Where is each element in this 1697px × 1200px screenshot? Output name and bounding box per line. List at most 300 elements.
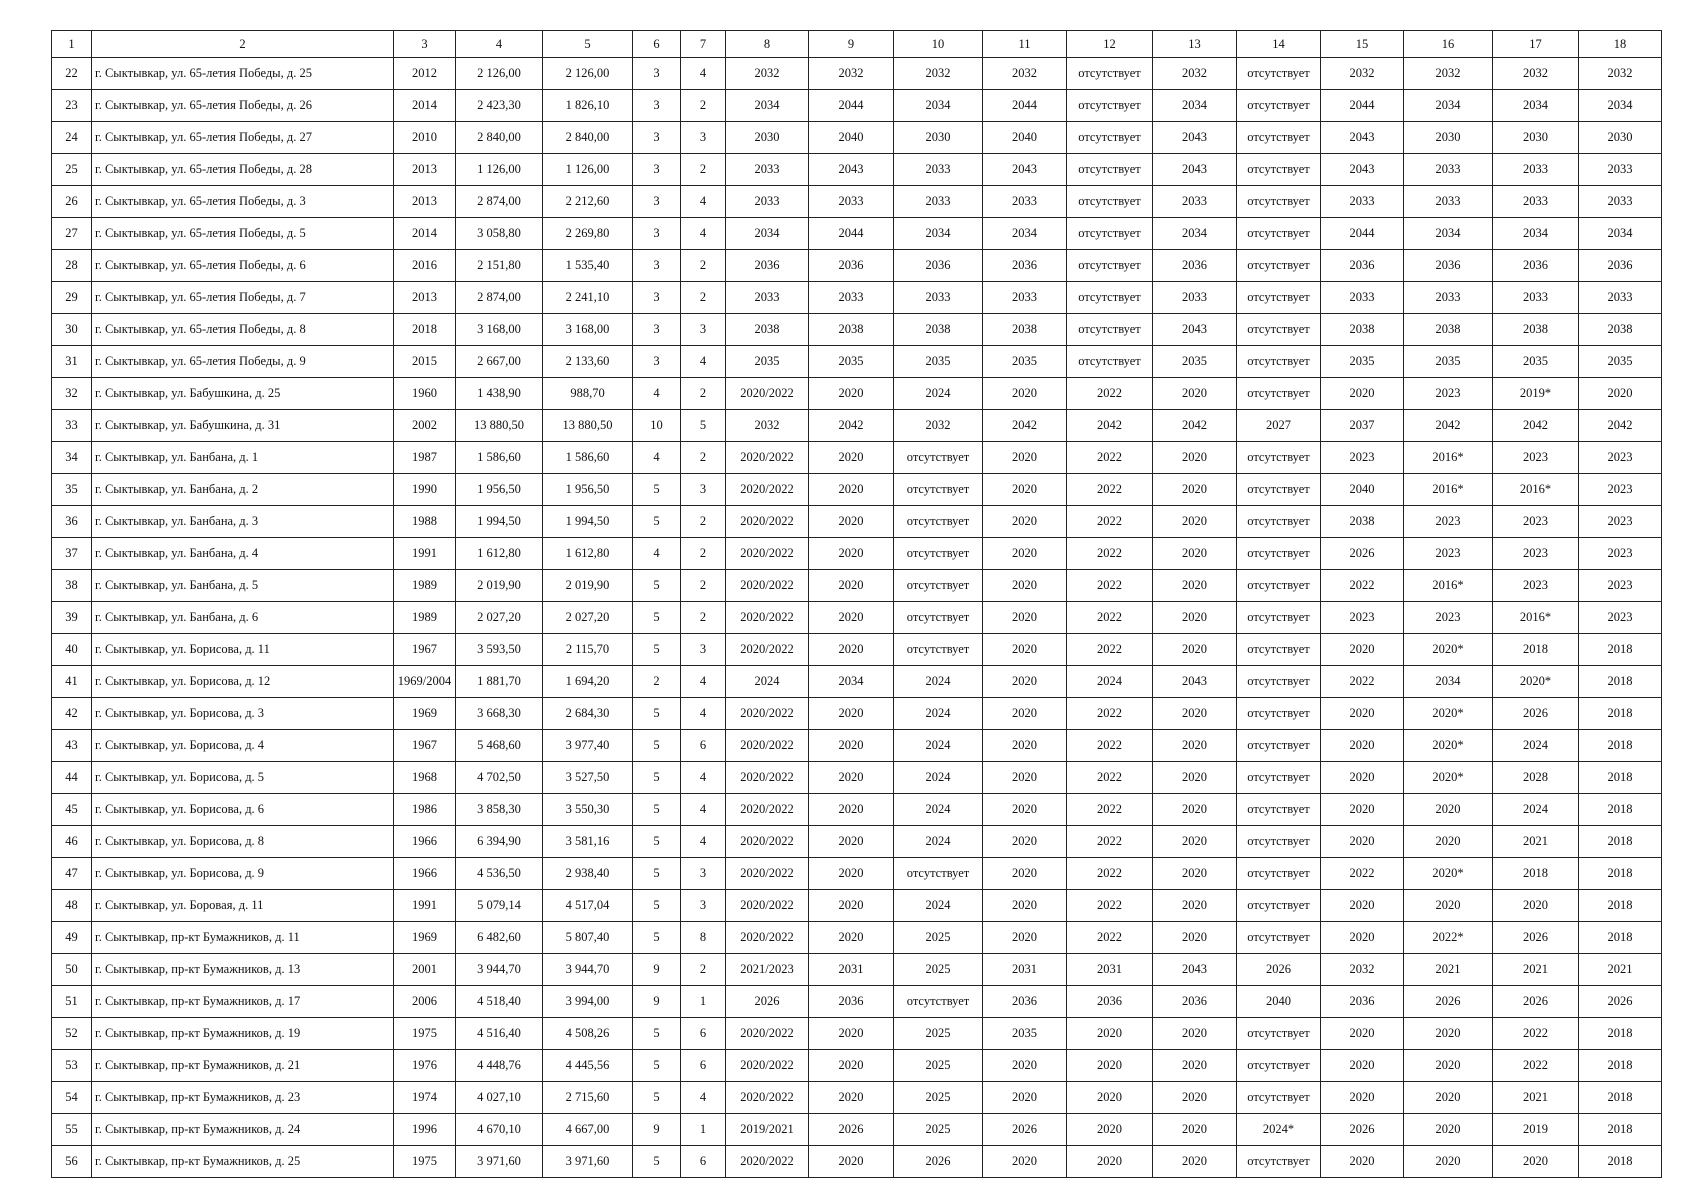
table-cell-col-6: 3 — [633, 282, 681, 314]
table-cell-col-9: 2020 — [809, 826, 894, 858]
table-cell-col-7: 5 — [681, 410, 726, 442]
table-cell-col-15: 2020 — [1321, 730, 1404, 762]
table-cell-col-10: отсутствует — [894, 858, 983, 890]
table-cell-col-15: 2022 — [1321, 858, 1404, 890]
table-cell-col-17: 2021 — [1493, 954, 1579, 986]
table-cell-col-5: 2 019,90 — [543, 570, 633, 602]
table-cell-col-17: 2033 — [1493, 282, 1579, 314]
table-cell-col-18: 2034 — [1579, 90, 1662, 122]
table-cell-col-2: г. Сыктывкар, ул. Банбана, д. 5 — [92, 570, 394, 602]
table-cell-col-7: 8 — [681, 922, 726, 954]
table-cell-col-10: отсутствует — [894, 986, 983, 1018]
table-cell-col-5: 2 715,60 — [543, 1082, 633, 1114]
table-cell-col-4: 2 151,80 — [456, 250, 543, 282]
table-cell-col-16: 2032 — [1404, 58, 1493, 90]
table-cell-col-6: 3 — [633, 314, 681, 346]
table-cell-col-3: 2018 — [394, 314, 456, 346]
table-cell-col-8: 2020/2022 — [726, 634, 809, 666]
table-cell-col-18: 2034 — [1579, 218, 1662, 250]
table-cell-col-3: 1996 — [394, 1114, 456, 1146]
table-cell-col-10: отсутствует — [894, 506, 983, 538]
table-cell-col-3: 1967 — [394, 634, 456, 666]
table-cell-col-8: 2036 — [726, 250, 809, 282]
table-cell-col-8: 2020/2022 — [726, 1082, 809, 1114]
table-cell-col-14: отсутствует — [1237, 858, 1321, 890]
table-cell-col-1: 50 — [52, 954, 92, 986]
table-cell-col-9: 2020 — [809, 634, 894, 666]
table-row — [52, 186, 1662, 218]
table-cell-col-16: 2020* — [1404, 858, 1493, 890]
table-cell-col-1: 44 — [52, 762, 92, 794]
table-cell-col-4: 13 880,50 — [456, 410, 543, 442]
table-cell-col-9: 2033 — [809, 282, 894, 314]
table-cell-col-15: 2033 — [1321, 186, 1404, 218]
table-cell-col-18: 2023 — [1579, 602, 1662, 634]
table-cell-col-5: 1 586,60 — [543, 442, 633, 474]
table-cell-col-1: 55 — [52, 1114, 92, 1146]
table-cell-col-6: 9 — [633, 1114, 681, 1146]
housing-schedule-table — [51, 30, 1662, 1178]
table-cell-col-14: отсутствует — [1237, 1146, 1321, 1178]
table-cell-col-15: 2020 — [1321, 1146, 1404, 1178]
table-cell-col-3: 2001 — [394, 954, 456, 986]
table-cell-col-18: 2032 — [1579, 58, 1662, 90]
table-cell-col-4: 3 593,50 — [456, 634, 543, 666]
table-cell-col-5: 988,70 — [543, 378, 633, 410]
table-cell-col-9: 2038 — [809, 314, 894, 346]
table-cell-col-3: 3 — [394, 31, 456, 58]
table-cell-col-16: 2020 — [1404, 1146, 1493, 1178]
table-cell-col-2: г. Сыктывкар, пр-кт Бумажников, д. 23 — [92, 1082, 394, 1114]
table-cell-col-15: 2035 — [1321, 346, 1404, 378]
table-cell-col-12: отсутствует — [1067, 186, 1153, 218]
table-cell-col-16: 2023 — [1404, 378, 1493, 410]
table-cell-col-12: отсутствует — [1067, 58, 1153, 90]
table-cell-col-11: 2020 — [983, 1146, 1067, 1178]
table-cell-col-6: 3 — [633, 58, 681, 90]
table-cell-col-11: 2020 — [983, 602, 1067, 634]
table-cell-col-16: 2020 — [1404, 1050, 1493, 1082]
table-cell-col-13: 2020 — [1153, 378, 1237, 410]
table-cell-col-13: 2020 — [1153, 762, 1237, 794]
table-cell-col-6: 5 — [633, 890, 681, 922]
table-cell-col-6: 3 — [633, 250, 681, 282]
table-cell-col-18: 2018 — [1579, 1146, 1662, 1178]
table-cell-col-7: 4 — [681, 794, 726, 826]
table-cell-col-11: 2020 — [983, 442, 1067, 474]
table-cell-col-13: 2043 — [1153, 154, 1237, 186]
table-cell-col-8: 2032 — [726, 410, 809, 442]
table-cell-col-3: 2014 — [394, 218, 456, 250]
table-cell-col-5: 4 667,00 — [543, 1114, 633, 1146]
table-cell-col-18: 2018 — [1579, 794, 1662, 826]
table-cell-col-10: 2030 — [894, 122, 983, 154]
table-cell-col-11: 2038 — [983, 314, 1067, 346]
table-cell-col-14: отсутствует — [1237, 122, 1321, 154]
table-cell-col-3: 1969/2004 — [394, 666, 456, 698]
table-cell-col-12: отсутствует — [1067, 154, 1153, 186]
table-cell-col-10: 2024 — [894, 826, 983, 858]
table-cell-col-10: 2033 — [894, 282, 983, 314]
table-cell-col-2: г. Сыктывкар, ул. Банбана, д. 6 — [92, 602, 394, 634]
table-cell-col-9: 2020 — [809, 858, 894, 890]
table-cell-col-18: 2023 — [1579, 474, 1662, 506]
table-cell-col-16: 2020 — [1404, 794, 1493, 826]
table-cell-col-10: 2024 — [894, 666, 983, 698]
table-cell-col-7: 6 — [681, 1018, 726, 1050]
table-row — [52, 890, 1662, 922]
table-cell-col-11: 2020 — [983, 1050, 1067, 1082]
table-cell-col-15: 2023 — [1321, 442, 1404, 474]
table-cell-col-10: отсутствует — [894, 634, 983, 666]
table-cell-col-6: 5 — [633, 634, 681, 666]
table-cell-col-5: 1 994,50 — [543, 506, 633, 538]
table-cell-col-12: 2020 — [1067, 1114, 1153, 1146]
table-cell-col-8: 2034 — [726, 90, 809, 122]
table-cell-col-18: 2018 — [1579, 1114, 1662, 1146]
table-cell-col-12: 2022 — [1067, 634, 1153, 666]
table-cell-col-12: отсутствует — [1067, 90, 1153, 122]
table-cell-col-3: 2006 — [394, 986, 456, 1018]
table-cell-col-9: 2031 — [809, 954, 894, 986]
table-cell-col-15: 2032 — [1321, 58, 1404, 90]
table-cell-col-18: 2021 — [1579, 954, 1662, 986]
table-cell-col-7: 6 — [681, 730, 726, 762]
table-row — [52, 538, 1662, 570]
table-cell-col-2: г. Сыктывкар, ул. 65-летия Победы, д. 28 — [92, 154, 394, 186]
table-cell-col-5: 3 168,00 — [543, 314, 633, 346]
table-cell-col-9: 2020 — [809, 890, 894, 922]
table-row — [52, 442, 1662, 474]
table-cell-col-17: 2023 — [1493, 442, 1579, 474]
table-cell-col-13: 2043 — [1153, 954, 1237, 986]
table-cell-col-3: 2013 — [394, 154, 456, 186]
table-cell-col-14: отсутствует — [1237, 794, 1321, 826]
table-cell-col-8: 2030 — [726, 122, 809, 154]
table-cell-col-1: 33 — [52, 410, 92, 442]
table-cell-col-9: 2042 — [809, 410, 894, 442]
table-cell-col-14: отсутствует — [1237, 346, 1321, 378]
table-cell-col-7: 4 — [681, 826, 726, 858]
table-cell-col-9: 2020 — [809, 730, 894, 762]
table-cell-col-4: 4 702,50 — [456, 762, 543, 794]
table-cell-col-7: 6 — [681, 1146, 726, 1178]
table-cell-col-12: 2031 — [1067, 954, 1153, 986]
table-cell-col-7: 4 — [681, 218, 726, 250]
table-cell-col-13: 2020 — [1153, 570, 1237, 602]
table-cell-col-14: 2027 — [1237, 410, 1321, 442]
table-cell-col-2: г. Сыктывкар, пр-кт Бумажников, д. 24 — [92, 1114, 394, 1146]
table-cell-col-11: 2020 — [983, 730, 1067, 762]
table-cell-col-17: 2022 — [1493, 1050, 1579, 1082]
table-cell-col-10: 2036 — [894, 250, 983, 282]
table-cell-col-11: 2020 — [983, 538, 1067, 570]
table-cell-col-13: 2033 — [1153, 282, 1237, 314]
table-cell-col-5: 1 612,80 — [543, 538, 633, 570]
table-cell-col-8: 2033 — [726, 186, 809, 218]
table-cell-col-12: отсутствует — [1067, 218, 1153, 250]
table-cell-col-4: 4 027,10 — [456, 1082, 543, 1114]
table-cell-col-16: 2042 — [1404, 410, 1493, 442]
table-cell-col-7: 4 — [681, 1082, 726, 1114]
table-cell-col-11: 2033 — [983, 282, 1067, 314]
table-cell-col-14: отсутствует — [1237, 442, 1321, 474]
table-cell-col-16: 2035 — [1404, 346, 1493, 378]
table-cell-col-9: 2044 — [809, 218, 894, 250]
table-cell-col-10: 2032 — [894, 58, 983, 90]
table-cell-col-4: 3 971,60 — [456, 1146, 543, 1178]
table-cell-col-14: отсутствует — [1237, 634, 1321, 666]
table-cell-col-18: 2033 — [1579, 186, 1662, 218]
table-cell-col-6: 10 — [633, 410, 681, 442]
table-cell-col-4: 2 423,30 — [456, 90, 543, 122]
table-cell-col-13: 2020 — [1153, 826, 1237, 858]
table-cell-col-9: 2020 — [809, 1082, 894, 1114]
table-cell-col-13: 2020 — [1153, 1146, 1237, 1178]
table-cell-col-6: 3 — [633, 218, 681, 250]
table-cell-col-5: 3 944,70 — [543, 954, 633, 986]
table-cell-col-11: 2044 — [983, 90, 1067, 122]
table-cell-col-8: 2020/2022 — [726, 762, 809, 794]
table-cell-col-13: 2020 — [1153, 506, 1237, 538]
table-cell-col-4: 6 482,60 — [456, 922, 543, 954]
table-cell-col-11: 2043 — [983, 154, 1067, 186]
table-cell-col-10: 2035 — [894, 346, 983, 378]
table-cell-col-6: 3 — [633, 122, 681, 154]
table-cell-col-17: 2034 — [1493, 90, 1579, 122]
table-cell-col-15: 2032 — [1321, 954, 1404, 986]
table-cell-col-10: 2026 — [894, 1146, 983, 1178]
table-cell-col-7: 2 — [681, 154, 726, 186]
table-cell-col-10: 2025 — [894, 1082, 983, 1114]
table-cell-col-2: г. Сыктывкар, ул. Бабушкина, д. 31 — [92, 410, 394, 442]
table-cell-col-4: 1 994,50 — [456, 506, 543, 538]
table-cell-col-5: 1 126,00 — [543, 154, 633, 186]
table-cell-col-3: 1975 — [394, 1146, 456, 1178]
table-cell-col-2: г. Сыктывкар, ул. 65-летия Победы, д. 7 — [92, 282, 394, 314]
table-cell-col-11: 2032 — [983, 58, 1067, 90]
table-cell-col-2: г. Сыктывкар, ул. 65-летия Победы, д. 27 — [92, 122, 394, 154]
table-cell-col-3: 2012 — [394, 58, 456, 90]
table-cell-col-18: 2018 — [1579, 890, 1662, 922]
table-cell-col-14: отсутствует — [1237, 58, 1321, 90]
table-cell-col-15: 2020 — [1321, 1050, 1404, 1082]
table-cell-col-10: 2032 — [894, 410, 983, 442]
table-cell-col-2: г. Сыктывкар, ул. Боровая, д. 11 — [92, 890, 394, 922]
table-cell-col-15: 2038 — [1321, 314, 1404, 346]
table-cell-col-9: 2020 — [809, 442, 894, 474]
table-cell-col-10: 2033 — [894, 154, 983, 186]
table-cell-col-8: 2020/2022 — [726, 890, 809, 922]
table-cell-col-16: 2021 — [1404, 954, 1493, 986]
table-cell-col-9: 2034 — [809, 666, 894, 698]
table-row — [52, 218, 1662, 250]
table-row — [52, 1082, 1662, 1114]
table-cell-col-2: г. Сыктывкар, ул. 65-летия Победы, д. 6 — [92, 250, 394, 282]
table-cell-col-3: 2015 — [394, 346, 456, 378]
table-cell-col-4: 4 670,10 — [456, 1114, 543, 1146]
table-cell-col-13: 2043 — [1153, 122, 1237, 154]
table-cell-col-13: 2032 — [1153, 58, 1237, 90]
table-cell-col-17: 2023 — [1493, 538, 1579, 570]
table-cell-col-4: 1 586,60 — [456, 442, 543, 474]
table-cell-col-17: 2033 — [1493, 186, 1579, 218]
table-cell-col-6: 4 — [633, 538, 681, 570]
table-cell-col-7: 4 — [681, 186, 726, 218]
table-cell-col-7: 3 — [681, 122, 726, 154]
table-cell-col-1: 34 — [52, 442, 92, 474]
table-cell-col-18: 2018 — [1579, 634, 1662, 666]
table-cell-col-5: 3 550,30 — [543, 794, 633, 826]
table-cell-col-1: 22 — [52, 58, 92, 90]
table-cell-col-17: 2020 — [1493, 1146, 1579, 1178]
table-cell-col-1: 48 — [52, 890, 92, 922]
table-cell-col-7: 3 — [681, 858, 726, 890]
table-row — [52, 986, 1662, 1018]
table-cell-col-13: 2020 — [1153, 442, 1237, 474]
table-cell-col-17: 2021 — [1493, 826, 1579, 858]
table-cell-col-17: 2024 — [1493, 794, 1579, 826]
table-cell-col-17: 2033 — [1493, 154, 1579, 186]
table-cell-col-8: 2026 — [726, 986, 809, 1018]
table-cell-col-6: 5 — [633, 1018, 681, 1050]
table-cell-col-5: 1 694,20 — [543, 666, 633, 698]
table-cell-col-17: 2018 — [1493, 858, 1579, 890]
table-cell-col-4: 4 536,50 — [456, 858, 543, 890]
table-cell-col-18: 2018 — [1579, 698, 1662, 730]
table-cell-col-16: 2016* — [1404, 570, 1493, 602]
table-cell-col-1: 56 — [52, 1146, 92, 1178]
table-cell-col-1: 39 — [52, 602, 92, 634]
table-cell-col-18: 2023 — [1579, 538, 1662, 570]
table-cell-col-7: 7 — [681, 31, 726, 58]
table-cell-col-3: 1968 — [394, 762, 456, 794]
table-cell-col-14: отсутствует — [1237, 154, 1321, 186]
table-cell-col-16: 2034 — [1404, 666, 1493, 698]
table-cell-col-17: 2026 — [1493, 922, 1579, 954]
table-cell-col-11: 2020 — [983, 570, 1067, 602]
table-cell-col-2: г. Сыктывкар, ул. Борисова, д. 9 — [92, 858, 394, 890]
table-cell-col-4: 1 881,70 — [456, 666, 543, 698]
table-row — [52, 570, 1662, 602]
table-cell-col-14: отсутствует — [1237, 378, 1321, 410]
table-cell-col-6: 5 — [633, 730, 681, 762]
table-cell-col-9: 2020 — [809, 762, 894, 794]
table-cell-col-1: 49 — [52, 922, 92, 954]
table-cell-col-17: 17 — [1493, 31, 1579, 58]
table-cell-col-15: 2020 — [1321, 922, 1404, 954]
table-cell-col-16: 2016* — [1404, 474, 1493, 506]
table-cell-col-9: 2044 — [809, 90, 894, 122]
table-cell-col-8: 2020/2022 — [726, 698, 809, 730]
table-cell-col-3: 1986 — [394, 794, 456, 826]
table-cell-col-17: 2026 — [1493, 698, 1579, 730]
table-cell-col-5: 3 977,40 — [543, 730, 633, 762]
table-cell-col-11: 2026 — [983, 1114, 1067, 1146]
table-cell-col-18: 2018 — [1579, 666, 1662, 698]
table-cell-col-15: 2026 — [1321, 1114, 1404, 1146]
table-cell-col-7: 6 — [681, 1050, 726, 1082]
table-cell-col-8: 2033 — [726, 282, 809, 314]
table-cell-col-11: 2033 — [983, 186, 1067, 218]
table-cell-col-12: отсутствует — [1067, 282, 1153, 314]
table-cell-col-7: 2 — [681, 378, 726, 410]
table-cell-col-4: 5 468,60 — [456, 730, 543, 762]
table-cell-col-2: г. Сыктывкар, ул. Банбана, д. 4 — [92, 538, 394, 570]
table-row — [52, 90, 1662, 122]
table-cell-col-9: 2032 — [809, 58, 894, 90]
table-cell-col-13: 2020 — [1153, 794, 1237, 826]
table-cell-col-11: 2020 — [983, 762, 1067, 794]
table-row — [52, 762, 1662, 794]
table-cell-col-15: 2036 — [1321, 986, 1404, 1018]
table-cell-col-5: 2 212,60 — [543, 186, 633, 218]
table-cell-col-3: 1976 — [394, 1050, 456, 1082]
table-cell-col-18: 2018 — [1579, 730, 1662, 762]
table-cell-col-2: г. Сыктывкар, ул. Борисова, д. 11 — [92, 634, 394, 666]
table-cell-col-13: 2020 — [1153, 698, 1237, 730]
table-cell-col-1: 37 — [52, 538, 92, 570]
table-cell-col-2: г. Сыктывкар, ул. Борисова, д. 4 — [92, 730, 394, 762]
table-cell-col-3: 1988 — [394, 506, 456, 538]
table-cell-col-8: 2024 — [726, 666, 809, 698]
table-cell-col-12: отсутствует — [1067, 314, 1153, 346]
table-cell-col-16: 2036 — [1404, 250, 1493, 282]
table-cell-col-9: 2020 — [809, 602, 894, 634]
table-cell-col-14: отсутствует — [1237, 762, 1321, 794]
table-cell-col-2: г. Сыктывкар, ул. Борисова, д. 5 — [92, 762, 394, 794]
table-cell-col-12: 2020 — [1067, 1146, 1153, 1178]
table-cell-col-3: 2014 — [394, 90, 456, 122]
table-cell-col-2: г. Сыктывкар, ул. Банбана, д. 1 — [92, 442, 394, 474]
table-cell-col-11: 2035 — [983, 1018, 1067, 1050]
table-cell-col-16: 2020* — [1404, 698, 1493, 730]
table-cell-col-6: 5 — [633, 602, 681, 634]
table-cell-col-3: 1990 — [394, 474, 456, 506]
table-cell-col-12: 2022 — [1067, 474, 1153, 506]
table-cell-col-12: 2022 — [1067, 698, 1153, 730]
table-cell-col-1: 31 — [52, 346, 92, 378]
table-cell-col-2: г. Сыктывкар, ул. 65-летия Победы, д. 25 — [92, 58, 394, 90]
table-cell-col-12: 2024 — [1067, 666, 1153, 698]
table-cell-col-15: 2044 — [1321, 90, 1404, 122]
table-cell-col-7: 3 — [681, 634, 726, 666]
table-cell-col-16: 2020 — [1404, 826, 1493, 858]
table-cell-col-15: 2020 — [1321, 698, 1404, 730]
table-row — [52, 1114, 1662, 1146]
table-cell-col-6: 3 — [633, 186, 681, 218]
table-row — [52, 122, 1662, 154]
table-cell-col-18: 2018 — [1579, 1018, 1662, 1050]
table-cell-col-5: 4 508,26 — [543, 1018, 633, 1050]
table-cell-col-5: 2 840,00 — [543, 122, 633, 154]
table-cell-col-4: 3 058,80 — [456, 218, 543, 250]
table-body — [52, 31, 1662, 1178]
table-cell-col-14: 2024* — [1237, 1114, 1321, 1146]
table-cell-col-13: 2043 — [1153, 666, 1237, 698]
table-cell-col-3: 2002 — [394, 410, 456, 442]
table-cell-col-12: отсутствует — [1067, 122, 1153, 154]
table-cell-col-14: отсутствует — [1237, 890, 1321, 922]
table-cell-col-7: 4 — [681, 666, 726, 698]
table-cell-col-8: 2020/2022 — [726, 794, 809, 826]
table-cell-col-3: 1987 — [394, 442, 456, 474]
table-cell-col-15: 2038 — [1321, 506, 1404, 538]
table-cell-col-12: 2022 — [1067, 922, 1153, 954]
table-cell-col-5: 3 994,00 — [543, 986, 633, 1018]
table-cell-col-3: 1991 — [394, 890, 456, 922]
table-cell-col-12: 2022 — [1067, 538, 1153, 570]
